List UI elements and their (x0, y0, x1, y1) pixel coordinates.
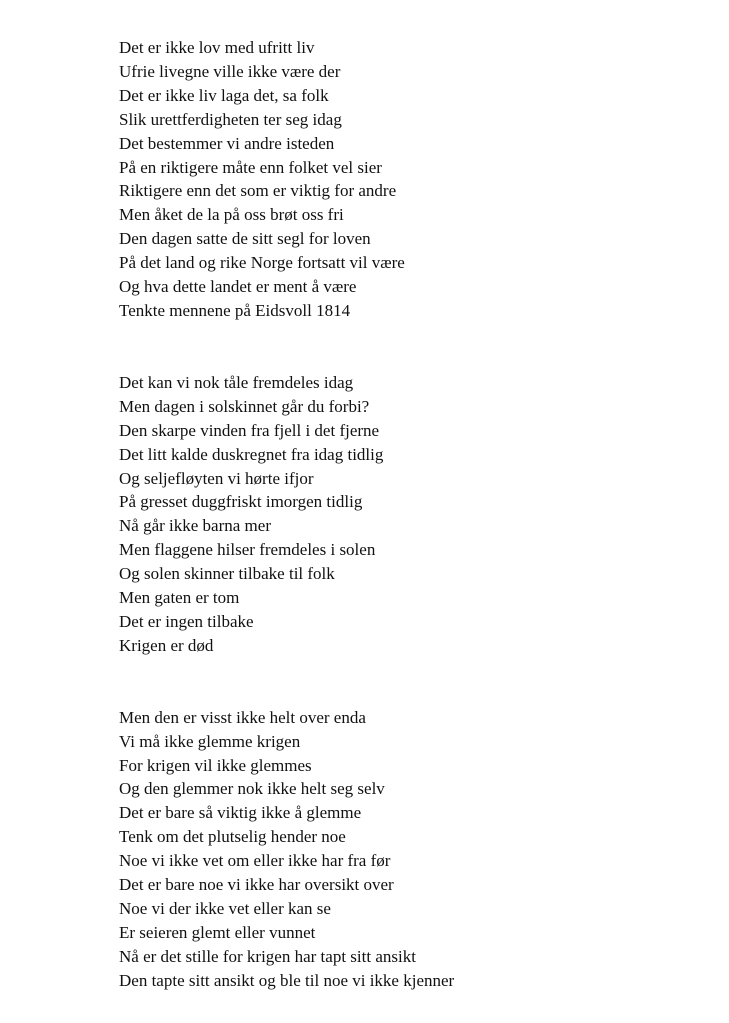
poem-line: Det er ikke liv laga det, sa folk (119, 85, 329, 105)
poem-body (119, 36, 699, 993)
poem-line: Og den glemmer nok ikke helt seg selv (119, 779, 385, 799)
poem-line: Slik urettferdigheten ter seg idag (119, 109, 342, 129)
poem-line: Det er bare så viktig ikke å glemme (119, 803, 362, 823)
poem-line: Det bestemmer vi andre isteden (119, 133, 335, 153)
poem-line: På det land og rike Norge fortsatt vil være (119, 253, 405, 273)
poem-line: Nå går ikke barna mer (119, 516, 271, 536)
poem-line: Men gaten er tom (119, 588, 240, 608)
stanza-2 (119, 371, 699, 658)
poem-line: Ufrie livegne ville ikke være der (119, 61, 341, 81)
poem-line: Og solen skinner tilbake til folk (119, 564, 335, 584)
poem-line: Og seljefløyten vi hørte ifjor (119, 468, 314, 488)
poem-line: Noe vi der ikke vet eller kan se (119, 899, 331, 918)
stanza-1 (119, 36, 699, 323)
poem-line: Den tapte sitt ansikt og ble til noe vi ikke kjenner (119, 970, 455, 990)
stanza-3 (119, 706, 699, 993)
poem-line: Den dagen satte de sitt segl for loven (119, 229, 371, 249)
poem-line: På gresset duggfriskt imorgen tidlig (119, 492, 363, 512)
poem-line: Nå er det stille for krigen har tapt sitt ansikt (119, 946, 416, 966)
poem-line: Tenkte mennene på Eidsvoll 1814 (119, 300, 351, 320)
poem-line: Det kan vi nok tåle fremdeles idag (119, 372, 354, 392)
poem-line: Men flaggene hilser fremdeles i solen (119, 540, 376, 560)
poem-line: Den skarpe vinden fra fjell i det fjerne (119, 420, 380, 440)
poem-line: Det er bare noe vi ikke har oversikt over (119, 875, 394, 895)
poem-line: Men dagen i solskinnet går du forbi? (119, 396, 370, 416)
poem-line: Noe vi ikke vet om eller ikke har fra før (119, 851, 391, 871)
poem-line: Er seieren glemt eller vunnet (119, 922, 316, 942)
poem-line: På en riktigere måte enn folket vel sier (119, 157, 382, 177)
poem-line: Det er ikke lov med ufritt liv (119, 38, 315, 57)
poem-line: For krigen vil ikke glemmes (119, 755, 312, 775)
poem-line: Men åket de la på oss brøt oss fri (119, 205, 344, 225)
poem-line: Riktigere enn det som er viktig for andre (119, 181, 397, 201)
poem-line: Det litt kalde duskregnet fra idag tidlig (119, 444, 384, 464)
poem-line: Vi må ikke glemme krigen (119, 731, 301, 751)
poem-line: Det er ingen tilbake (119, 611, 254, 631)
poem-line: Og hva dette landet er ment å være (119, 277, 357, 297)
poem-line: Men den er visst ikke helt over enda (119, 707, 366, 727)
poem-line: Tenk om det plutselig hender noe (119, 827, 346, 847)
poem-line: Krigen er død (119, 635, 214, 655)
